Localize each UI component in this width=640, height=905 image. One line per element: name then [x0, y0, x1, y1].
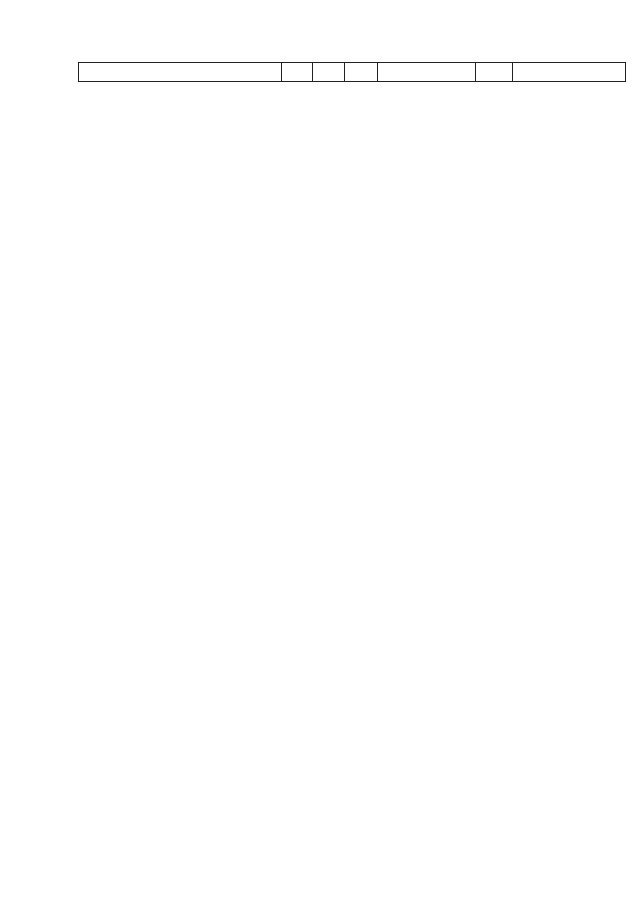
header-col-1: [79, 63, 282, 81]
header-col-5: [378, 63, 476, 81]
table-header-row: [78, 62, 626, 82]
header-col-3: [313, 63, 345, 81]
header-col-7: [513, 63, 625, 81]
header-col-6: [476, 63, 513, 81]
header-col-4: [345, 63, 378, 81]
header-col-2: [282, 63, 313, 81]
